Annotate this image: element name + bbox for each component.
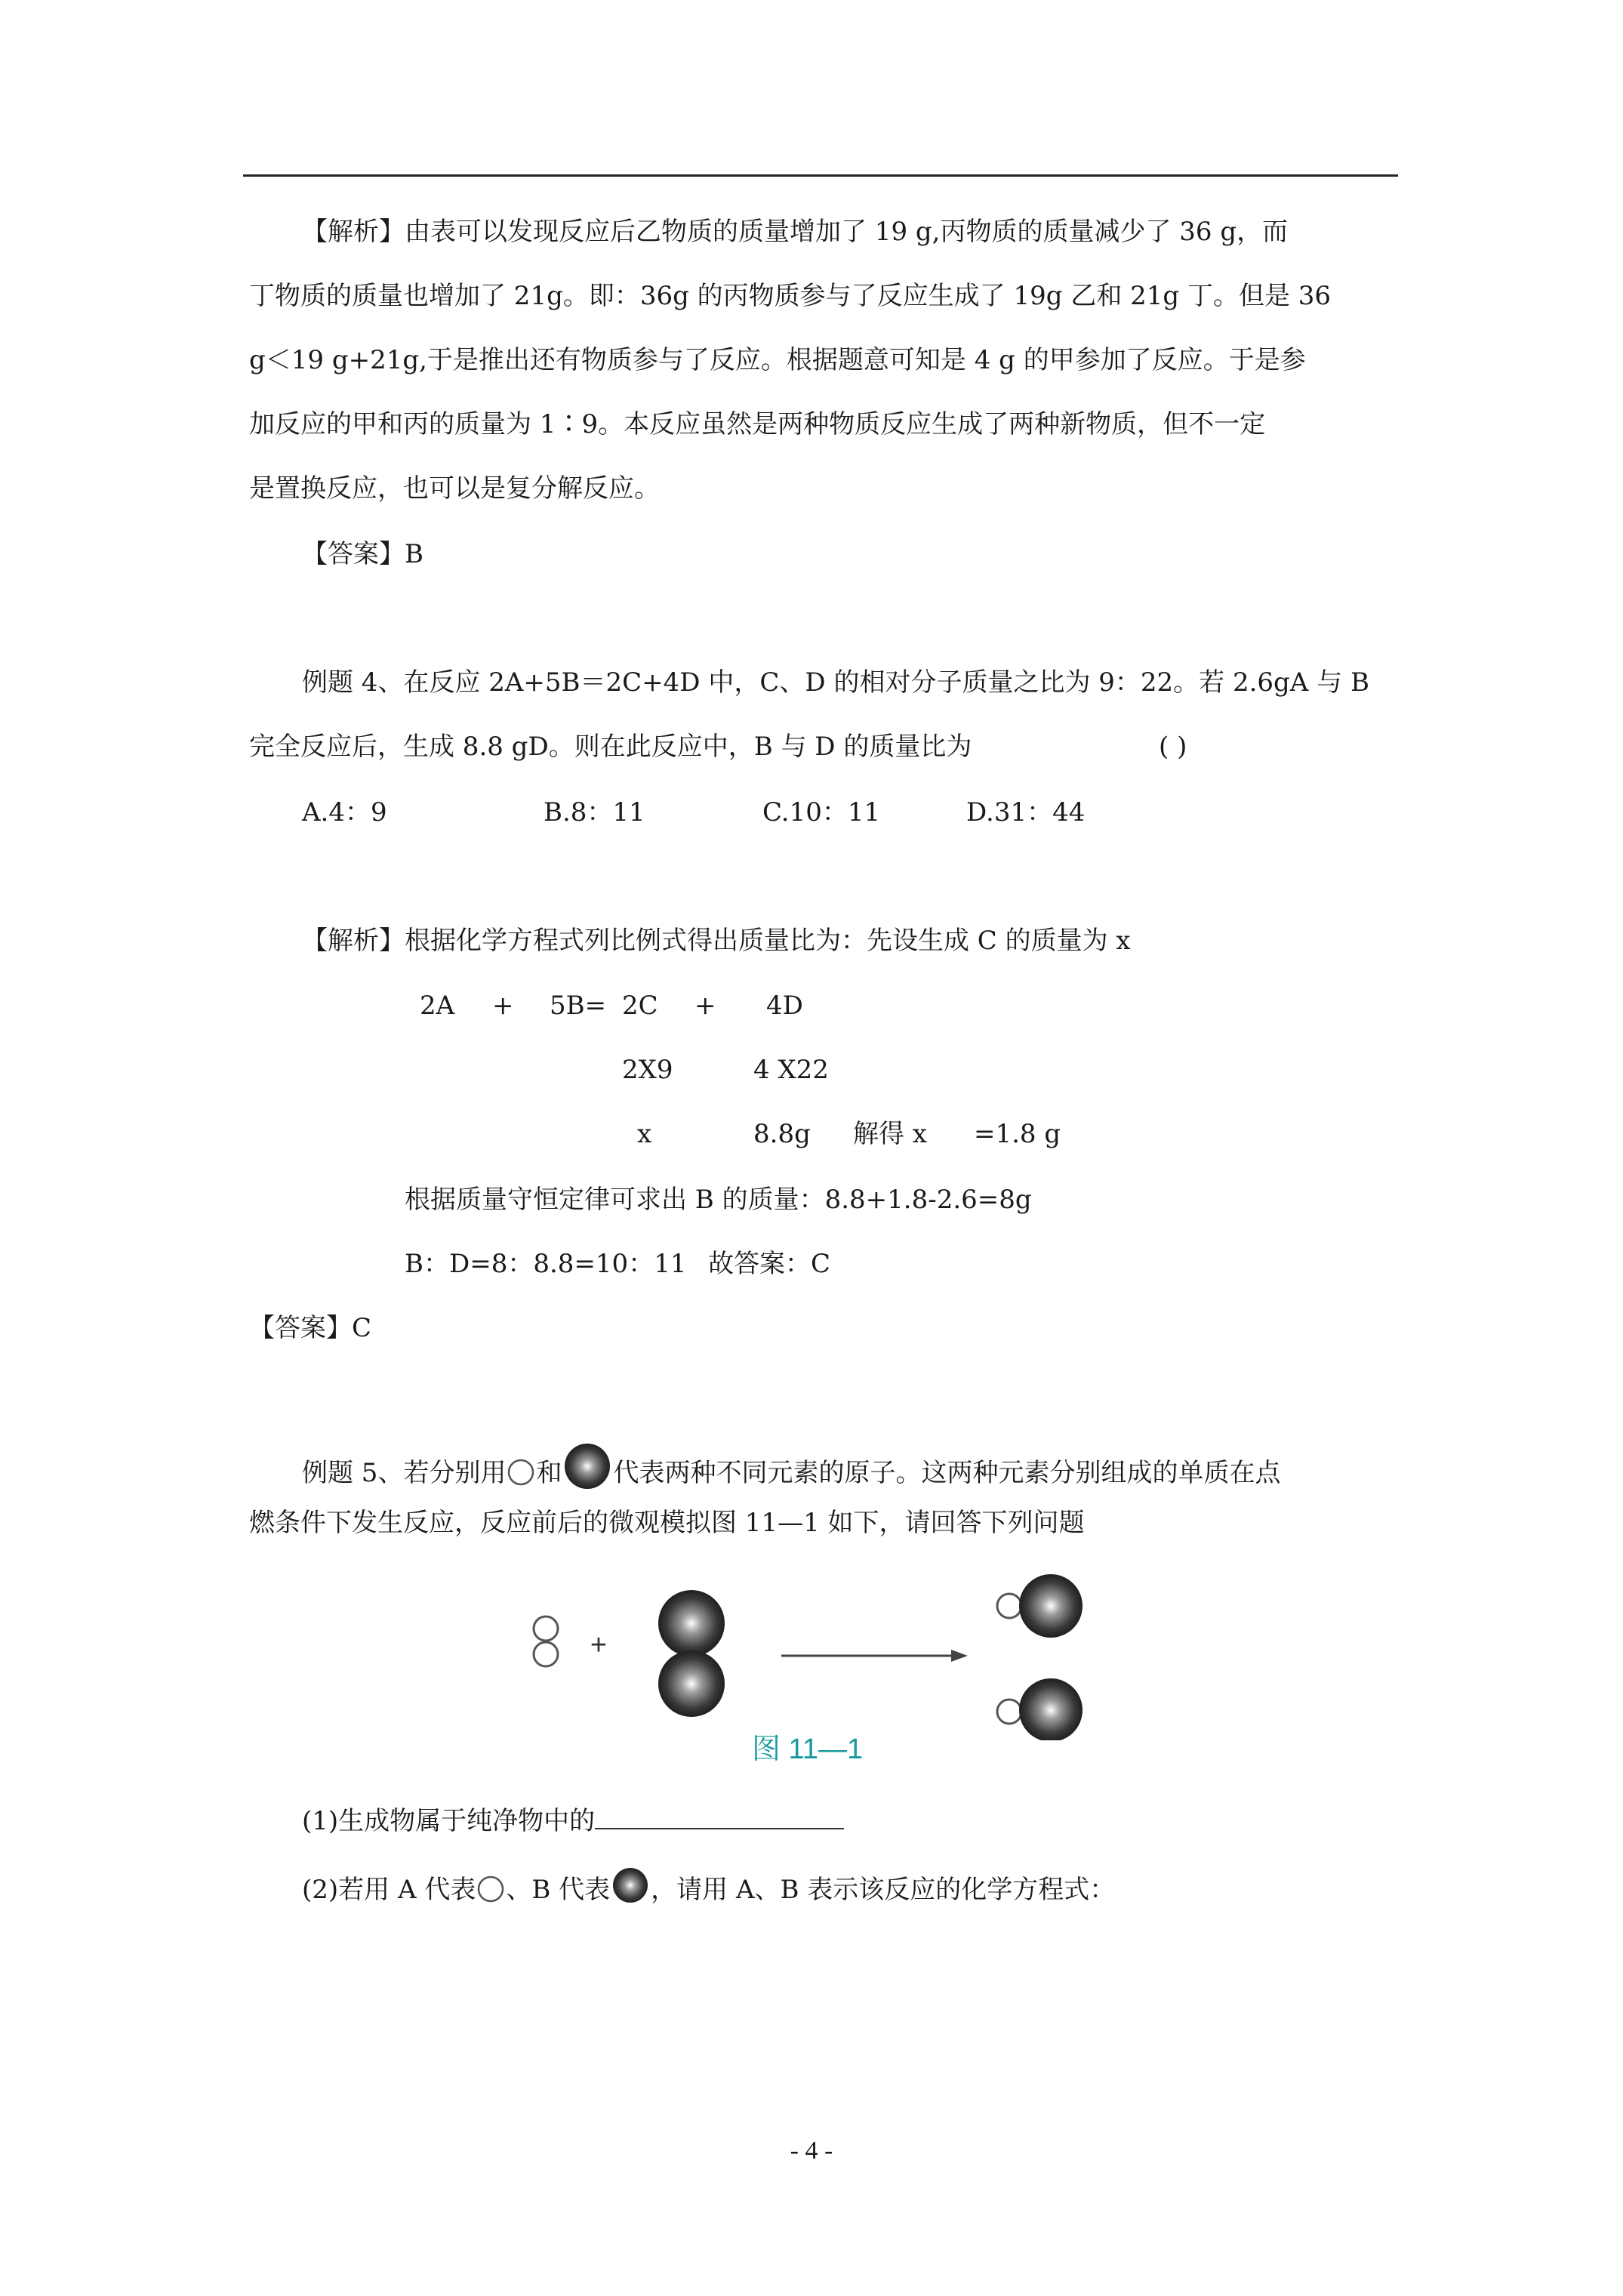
row2-d: 4 X22 xyxy=(753,1055,829,1085)
option-d: D.31：44 xyxy=(966,797,1086,827)
page-number: - 4 - xyxy=(790,2137,833,2165)
question-2-c: ，请用 A、B 表示该反应的化学方程式： xyxy=(651,1875,1116,1905)
header-rule xyxy=(243,174,1398,177)
question-1 xyxy=(302,1801,844,1839)
eq-4d: 4D xyxy=(766,991,803,1021)
option-c: C.10：11 xyxy=(762,797,881,827)
example5-line1-c: 代表两种不同元素的原子。这两种元素分别组成的单质在点 xyxy=(613,1458,1281,1488)
eq-plus-2: + xyxy=(694,991,716,1021)
reactant-a-atom-1 xyxy=(534,1616,558,1641)
question-2 xyxy=(302,1865,1115,1908)
ratio-calc: B：D=8：8.8=10：11 xyxy=(405,1249,687,1279)
option-b: B.8：11 xyxy=(544,797,645,827)
answer1: 【答案】B xyxy=(302,539,423,569)
product-2-dark-atom xyxy=(1019,1678,1083,1740)
eq-plus-1: + xyxy=(492,991,514,1021)
row2-c: 2X9 xyxy=(622,1055,673,1085)
eq-5b: 5B= xyxy=(550,991,607,1021)
diagram-plus: + xyxy=(590,1629,608,1661)
figure-caption: 图 11—1 xyxy=(752,1734,864,1765)
analysis4-intro: 【解析】根据化学方程式列比例式得出质量比为：先设生成 C 的质量为 x xyxy=(302,926,1131,956)
reactant-a-atom-2 xyxy=(534,1642,558,1666)
analysis1-line1: 【解析】由表可以发现反应后乙物质的质量增加了 19 g,丙物质的质量减少了 36 g，而 xyxy=(302,217,1289,247)
eq-2c: 2C xyxy=(622,991,658,1021)
answer-blank xyxy=(595,1801,844,1829)
row3-value: =1.8 g xyxy=(974,1119,1061,1149)
row3-d: 8.8g xyxy=(753,1119,811,1149)
example4-bracket: ( ) xyxy=(1159,732,1187,762)
question-2-b: 、B 代表 xyxy=(506,1875,611,1905)
dark-atom-icon xyxy=(610,1865,651,1906)
analysis1-line4: 加反应的甲和丙的质量为 1∶9。本反应虽然是两种物质反应生成了两种新物质，但不一定 xyxy=(249,409,1266,439)
option-a: A.4：9 xyxy=(302,797,387,827)
reaction-arrow-head xyxy=(951,1650,968,1662)
row3-x: x xyxy=(637,1119,652,1149)
result-text: 故答案：C xyxy=(708,1249,831,1279)
example5-line1-a: 例题 5、若分别用 xyxy=(302,1458,507,1488)
eq-2a: 2A xyxy=(420,991,455,1021)
example5-line1-b: 和 xyxy=(536,1458,562,1488)
product-2-light-atom xyxy=(997,1700,1021,1724)
reactant-b-atom-2 xyxy=(658,1650,725,1717)
example4-line2: 完全反应后，生成 8.8 gD。则在此反应中，B 与 D 的质量比为 xyxy=(249,732,972,762)
analysis1-line2: 丁物质的质量也增加了 21g。即：36g 的丙物质参与了反应生成了 19g 乙和 21g 丁。但是 36 xyxy=(249,281,1332,311)
example4-line1: 例题 4、在反应 2A+5B＝2C+4D 中，C、D 的相对分子质量之比为 9：22。若 2.6gA 与 B xyxy=(302,667,1369,698)
reaction-diagram xyxy=(521,1567,1102,1740)
light-atom-icon xyxy=(476,1874,506,1904)
question-2-a: (2)若用 A 代表 xyxy=(302,1875,476,1905)
analysis1-line3: g＜19 g+21g,于是推出还有物质参与了反应。根据题意可知是 4 g 的甲参加了反应。于是参 xyxy=(249,345,1306,375)
example5-line1 xyxy=(302,1441,1280,1492)
mass-calc: 根据质量守恒定律可求出 B 的质量：8.8+1.8-2.6=8g xyxy=(405,1185,1032,1215)
row3-solve: 解得 x xyxy=(853,1119,927,1149)
dark-atom-icon xyxy=(562,1441,613,1492)
product-1-light-atom xyxy=(997,1594,1021,1618)
light-atom-icon xyxy=(506,1457,536,1487)
question-1-text: (1)生成物属于纯净物中的 xyxy=(302,1806,596,1836)
answer4: 【答案】C xyxy=(249,1313,372,1343)
analysis1-line5: 是置换反应，也可以是复分解反应。 xyxy=(249,473,660,504)
example5-line2: 燃条件下发生反应，反应前后的微观模拟图 11—1 如下，请回答下列问题 xyxy=(249,1508,1085,1538)
reactant-b-atom-1 xyxy=(658,1590,725,1657)
product-1-dark-atom xyxy=(1019,1574,1083,1638)
